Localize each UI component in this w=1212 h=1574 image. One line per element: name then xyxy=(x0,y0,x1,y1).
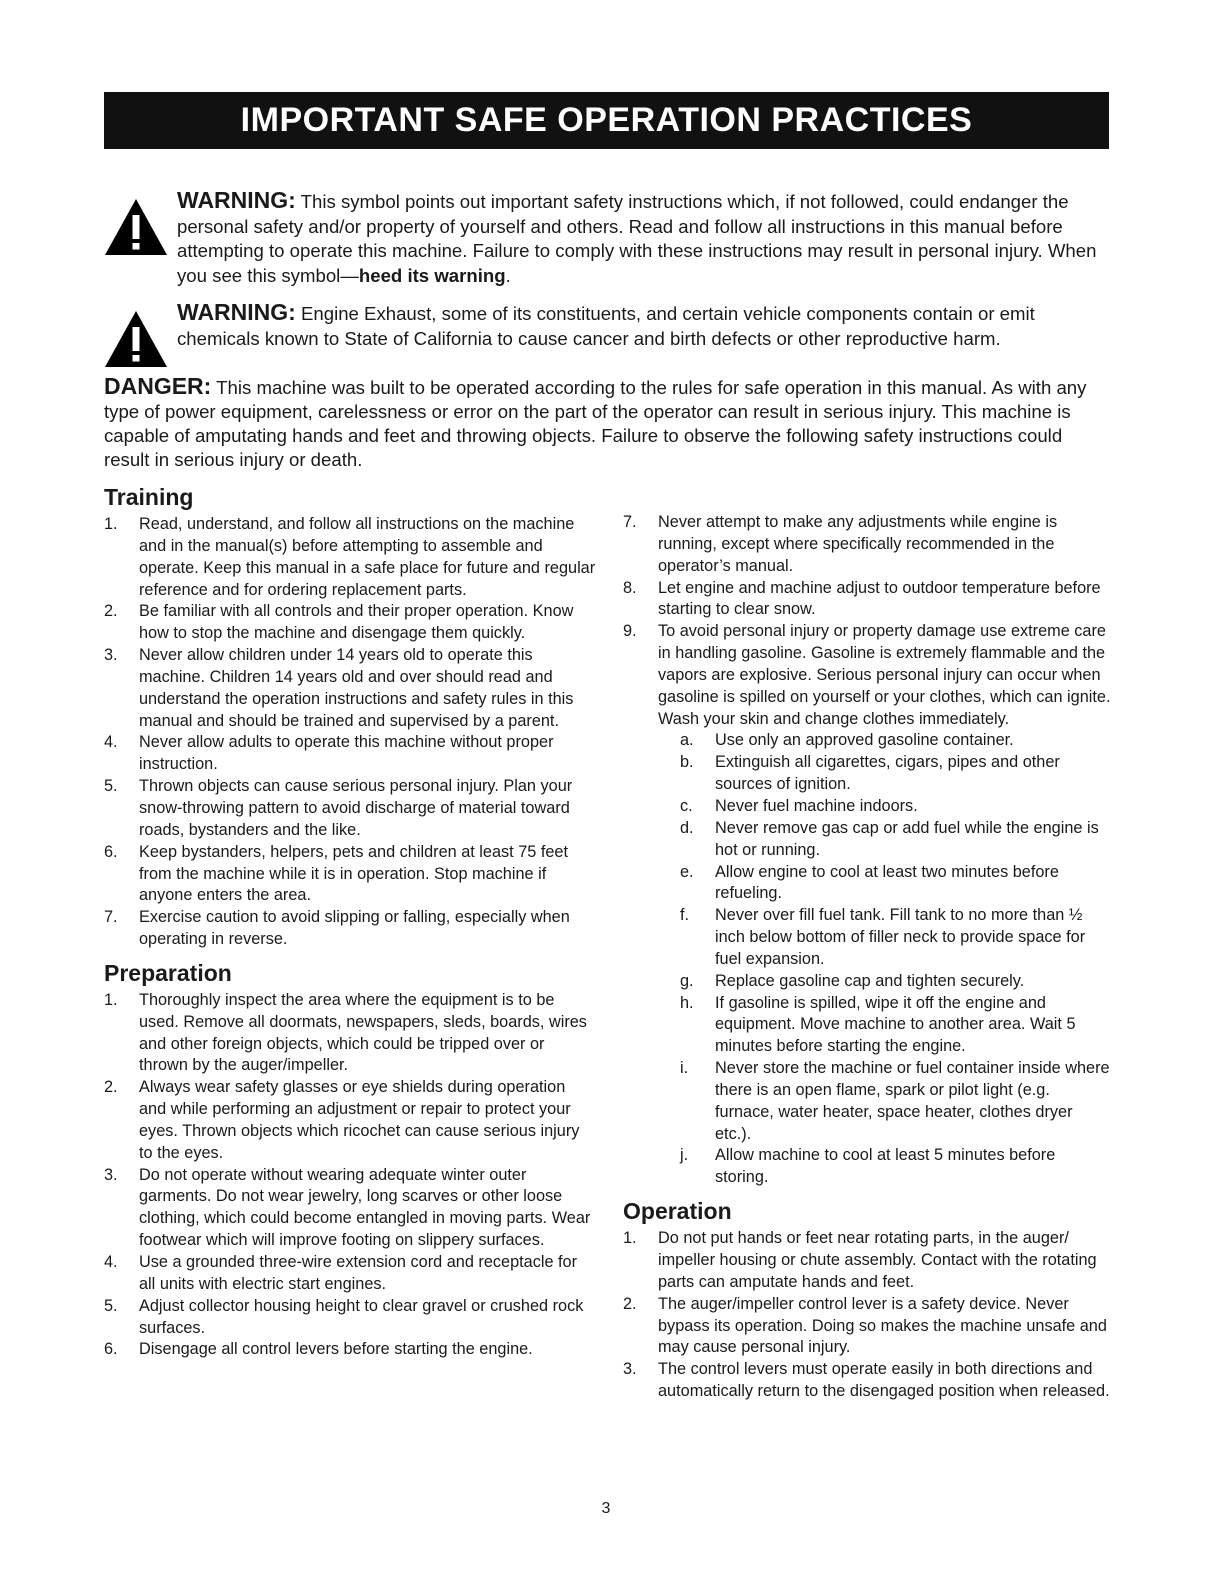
sub-item-text: Replace gasoline cap and tighten securely. xyxy=(715,971,1025,990)
danger-label: DANGER: xyxy=(104,373,212,399)
list-item xyxy=(623,621,1111,730)
list-item xyxy=(104,1339,596,1361)
warning-text: This symbol points out important safety instructions which, if not followed, could endanger the personal safety and/or property of yourself and others. Read and follow all instructions in this manual before attempting to operate this machine. Failure to comply with these instructions may result in personal injury. When you see this symbol— xyxy=(177,191,1097,286)
list-item xyxy=(104,1296,596,1340)
left-column xyxy=(104,483,596,1361)
sub-list-item xyxy=(623,818,1111,862)
warning-label: WARNING: xyxy=(177,299,296,325)
item-text: Always wear safety glasses or eye shields during operation and while performing an adjustment or repair to protect your eyes. Thrown objects which ricochet can cause serious injury to the eyes. xyxy=(139,1078,580,1162)
list-item xyxy=(623,1294,1111,1360)
item-number: 1. xyxy=(104,515,118,533)
item-text: Thrown objects can cause serious personal injury. Plan your snow-throwing pattern to avoid discharge of material toward roads, bystanders and the like. xyxy=(139,777,573,839)
warning-block xyxy=(104,188,1104,288)
item-number: 3. xyxy=(623,1360,637,1379)
sub-list-item xyxy=(623,752,1111,796)
item-number: 1. xyxy=(623,1229,637,1248)
warning-tail: . xyxy=(505,264,511,286)
item-text: Exercise caution to avoid slipping or falling, especially when operating in reverse. xyxy=(139,908,570,949)
item-number: 6. xyxy=(104,1340,118,1359)
sub-list-item xyxy=(623,862,1111,906)
page-title-banner xyxy=(104,92,1109,149)
item-number: 7. xyxy=(104,908,118,927)
item-number: 6. xyxy=(104,842,118,861)
item-number: 5. xyxy=(104,1296,118,1315)
item-text: Never allow adults to operate this machine without proper instruction. xyxy=(139,733,554,774)
operation-list xyxy=(623,1228,1111,1403)
item-number: 2. xyxy=(104,1078,118,1097)
list-item xyxy=(104,514,596,601)
item-number: 8. xyxy=(623,578,637,597)
item-text: Keep bystanders, helpers, pets and children at least 75 feet from the machine while it is in operation. Stop machine if anyone enters the area. xyxy=(139,842,569,905)
preparation-list xyxy=(104,990,596,1361)
warning-triangle-icon xyxy=(104,310,168,368)
warning-triangle-icon xyxy=(104,198,168,256)
warning-emphasis: heed its warning xyxy=(358,264,506,286)
sub-item-letter: g. xyxy=(680,971,694,990)
sub-item-text: Use only an approved gasoline container. xyxy=(715,731,1014,750)
sub-item-letter: e. xyxy=(680,862,694,881)
sub-item-letter: c. xyxy=(680,796,693,815)
section-heading-preparation: Preparation xyxy=(104,959,232,986)
danger-block xyxy=(104,374,1106,472)
sub-item-text: Never fuel machine indoors. xyxy=(715,796,918,815)
page-title: IMPORTANT SAFE OPERATION PRACTICES xyxy=(240,101,973,139)
sub-item-letter: f. xyxy=(680,906,690,925)
list-item xyxy=(104,990,596,1077)
section-heading-operation: Operation xyxy=(623,1198,732,1225)
item-text: Disengage all control levers before starting the engine. xyxy=(139,1340,533,1359)
sub-item-letter: h. xyxy=(680,993,694,1012)
item-text: Never allow children under 14 years old to operate this machine. Children 14 years old and over should read and understand the operation instructions and safety rules in this manual and should be trained and supervised by a parent. xyxy=(139,646,574,730)
item-number: 4. xyxy=(104,1253,118,1271)
training-list-continued xyxy=(623,512,1111,730)
list-item xyxy=(623,1228,1111,1294)
sub-item-text: If gasoline is spilled, wipe it off the engine and equipment. Move machine to another area. Wait 5 minutes before starting the engine. xyxy=(715,993,1076,1056)
list-item xyxy=(104,645,596,732)
list-item xyxy=(623,1359,1111,1403)
list-item xyxy=(104,776,596,842)
item-number: 1. xyxy=(104,990,118,1009)
sub-item-letter: b. xyxy=(680,753,694,772)
sub-list-item xyxy=(623,1145,1111,1189)
sub-item-letter: a. xyxy=(680,731,694,750)
page-number: 3 xyxy=(601,1500,611,1517)
sub-item-text: Never remove gas cap or add fuel while the engine is hot or running. xyxy=(715,818,1099,859)
right-column xyxy=(623,512,1111,1403)
training-list xyxy=(104,514,596,951)
sub-list-item xyxy=(623,905,1111,971)
warning-label: WARNING: xyxy=(177,187,296,213)
warning-block xyxy=(104,300,1104,351)
section-heading-training: Training xyxy=(104,484,194,510)
list-item xyxy=(104,1077,596,1164)
item-text: Read, understand, and follow all instructions on the machine and in the manual(s) before attempting to assemble and operate. Keep this manual in a safe place for future and regular reference and for ordering replacement parts. xyxy=(139,515,596,599)
warning-text: Engine Exhaust, some of its constituents, and certain vehicle components contain or emit chemicals known to State of California to cause cancer and birth defects or other reproductive harm. xyxy=(177,303,1035,349)
list-item xyxy=(623,578,1111,622)
item-text: The control levers must operate easily in both directions and automatically return to the disengaged position when released. xyxy=(658,1360,1110,1401)
item-text: Let engine and machine adjust to outdoor temperature before starting to clear snow. xyxy=(658,578,1101,619)
sub-item-text: Never store the machine or fuel container inside where there is an open flame, spark or pilot light (e.g. furnace, water heater, space heater, clothes dryer etc.). xyxy=(715,1059,1110,1143)
item-text: Use a grounded three-wire extension cord and receptacle for all units with electric start engines. xyxy=(139,1253,578,1293)
item-text: Do not put hands or feet near rotating parts, in the auger/ impeller housing or chute assembly. Contact with the rotating parts can amputate hands and feet. xyxy=(658,1229,1097,1291)
item-number: 9. xyxy=(623,622,637,641)
sub-list-item xyxy=(623,796,1111,818)
sub-list-item xyxy=(623,730,1111,752)
item-number: 3. xyxy=(104,646,118,665)
list-item xyxy=(104,601,596,645)
item-text: Be familiar with all controls and their proper operation. Know how to stop the machine and disengage them quickly. xyxy=(139,602,574,643)
item-number: 7. xyxy=(623,513,637,531)
list-item xyxy=(104,842,596,908)
item-number: 3. xyxy=(104,1165,118,1184)
item-number: 5. xyxy=(104,777,118,796)
gasoline-sublist xyxy=(623,730,1111,1189)
sub-item-letter: j. xyxy=(680,1146,689,1165)
item-number: 2. xyxy=(104,602,118,621)
sub-item-letter: i. xyxy=(680,1059,689,1078)
item-text: Adjust collector housing height to clear gravel or crushed rock surfaces. xyxy=(139,1296,584,1337)
list-item xyxy=(104,732,596,776)
list-item xyxy=(104,1252,596,1296)
item-number: 2. xyxy=(623,1294,637,1313)
sub-item-text: Allow machine to cool at least 5 minutes before storing. xyxy=(715,1146,1056,1187)
item-text: Do not operate without wearing adequate winter outer garments. Do not wear jewelry, long scarves or other loose clothing, which could become entangled in moving parts. Wear footwear which will improve footing on slippery surfaces. xyxy=(139,1165,591,1250)
sub-list-item xyxy=(623,993,1111,1059)
list-item xyxy=(623,512,1111,578)
sub-list-item xyxy=(623,1058,1111,1145)
item-text: Never attempt to make any adjustments while engine is running, except where specifically recommended in the operator’s manual. xyxy=(658,513,1058,575)
sub-item-letter: d. xyxy=(680,818,694,837)
list-item xyxy=(104,1165,596,1252)
item-text: The auger/impeller control lever is a safety device. Never bypass its operation. Doing so makes the machine unsafe and may cause personal injury. xyxy=(658,1294,1107,1357)
sub-item-text: Extinguish all cigarettes, cigars, pipes and other sources of ignition. xyxy=(715,753,1060,794)
sub-item-text: Never over fill fuel tank. Fill tank to no more than ½ inch below bottom of filler neck to provide space for fuel expansion. xyxy=(715,906,1086,968)
item-text: To avoid personal injury or property damage use extreme care in handling gasoline. Gasoline is extremely flammable and the vapors are explosive. Serious personal injury can occur when gasoline is spilled on yourself or your clothes, which can ignite. Wash your skin and change clothes immediately. xyxy=(658,622,1111,728)
danger-text: This machine was built to be operated according to the rules for safe operation in this manual. As with any type of power equipment, carelessness or error on the part of the operator can result in serious injury. This machine is capable of amputating hands and feet and throwing objects. Failure to observe the following safety instructions could result in serious injury or death. xyxy=(104,377,1087,470)
item-text: Thoroughly inspect the area where the equipment is to be used. Remove all doormats, newspapers, sleds, boards, wires and other foreign objects, which could be tripped over or thrown by the auger/impeller. xyxy=(139,990,587,1075)
list-item xyxy=(104,907,596,951)
sub-item-text: Allow engine to cool at least two minutes before refueling. xyxy=(715,862,1059,903)
sub-list-item xyxy=(623,971,1111,993)
item-number: 4. xyxy=(104,733,118,752)
